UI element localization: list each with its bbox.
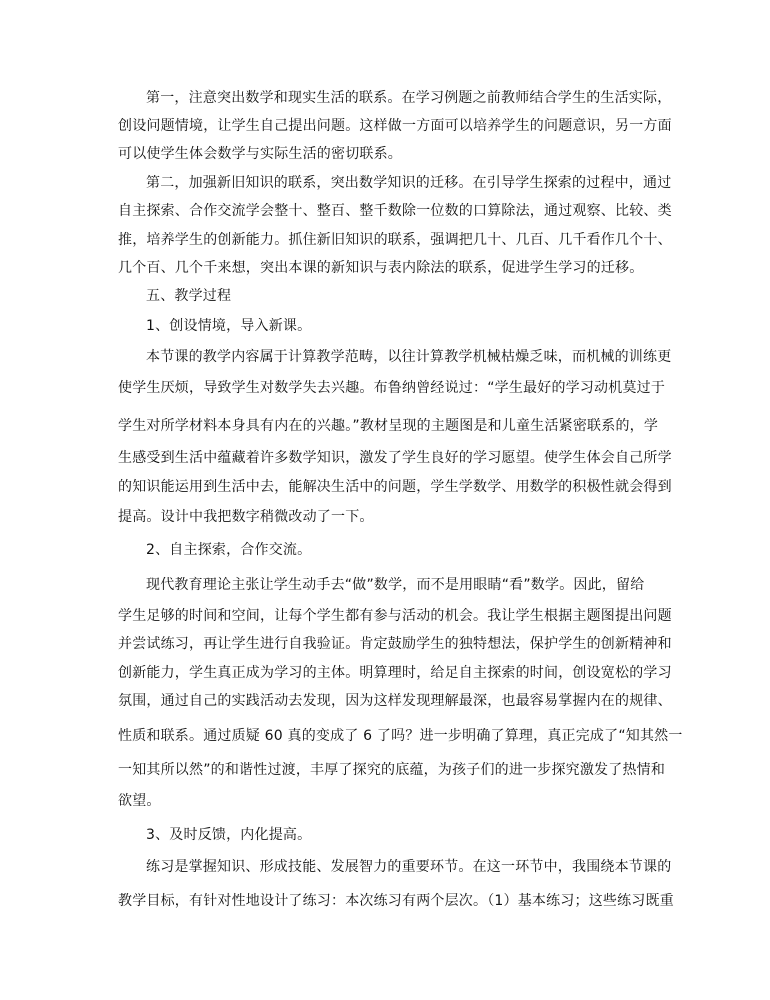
document-page: 第一，注意突出数学和现实生活的联系。在学习例题之前教师结合学生的生活实际， 创设问题情境，让学生自己提出问题。这样做一方面可以培养学生的问题意识，另一方面 可以使学生体会数学与实际生活的密切联系。 第二，加强新旧知识的联系，突出数学知识的迁移。在引导学生探索的过程中，通过 自主探索、合作交流学会整十、整百、整千数除一位数的口算除法，通过观察、比较、类 推，培养学生的创新能力。抓住新旧知识的联系，强调把几十、几百、几千看作几个十、 几个百、几个千来想，突出本课的新知识与表内除法的联系，促进学生学习的迁移。 五、教学过程 1、创设情境，导入新课。 本节课的教学内容属于计算教学范畴，以往计算教学机械枯燥乏味，而机械的训练更 使学生厌烦，导致学生对数学失去兴趣。布鲁纳曾经说过：“学生最好的学习动机莫过于 学生对所学材料本身具有内在的兴趣。”教材呈现的主题图是和儿童生活紧密联系的，学 生感受到生活中蕴藏着许多数学知识，激发了学生良好的学习愿望。使学生体会自己所学 的知识能运用到生活中去，能解决生活中的问题，学生学数学、用数学的积极性就会得到 提高。设计中我把数字稍微改动了一下。 2、自主探索，合作交流。 现代教育理论主张让学生动手去“做”数学，而不是用眼睛“看”数学。因此，留给 学生足够的时间和空间，让每个学生都有参与活动的机会。我让学生根据主题图提出问题 并尝试练习，再让学生进行自我验证。肯定鼓励学生的独特想法，保护学生的创新精神和 创新能力，学生真正成为学习的主体。明算理时，给足自主探索的时间，创设宽松的学习 氛围，通过自己的实践活动去发现，因为这样发现理解最深，也最容易掌握内在的规律、 性质和联系。通过质疑 60 真的变成了 6 了吗？进一步明确了算理，真正完成了“知其然一 一知其所以然”的和谐性过渡，丰厚了探究的底蕴，为孩子们的进一步探究激发了热情和 欲望。 3、及时反馈，内化提高。 练习是掌握知识、形成技能、发展智力的重要环节。在这一环节中，我围绕本节课的 教学目标，有针对性地设计了练习：本次练习有两个层次。（1）基本练习；这些练习既重 (118, 90, 683, 909)
